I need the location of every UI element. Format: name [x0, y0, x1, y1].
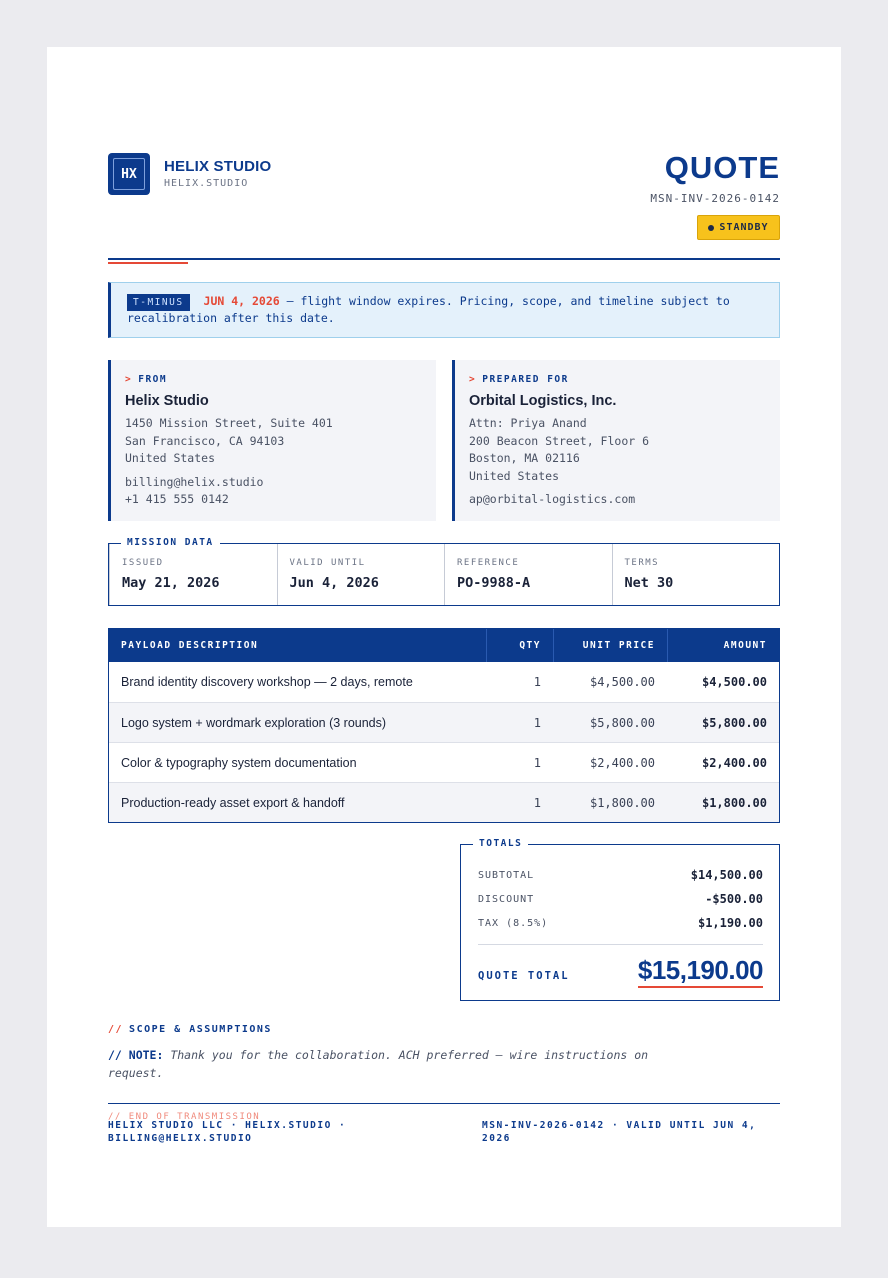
mission-data-label: MISSION DATA	[121, 537, 220, 549]
subtotal-value: $14,500.00	[690, 868, 763, 882]
item-qty: 1	[533, 715, 541, 730]
discount-value: -$500.00	[705, 892, 763, 906]
header-rule	[108, 258, 780, 260]
tax-value: $1,190.00	[697, 916, 763, 930]
end-of-transmission: // END OF TRANSMISSION	[108, 1112, 261, 1122]
scope-heading-text: SCOPE & ASSUMPTIONS	[129, 1024, 272, 1035]
document-title: QUOTE	[664, 150, 780, 185]
from-label: > FROM	[125, 374, 168, 385]
from-email[interactable]: billing@helix.studio	[125, 474, 264, 489]
address-line: United States	[469, 468, 560, 483]
note-body: Thank you for the collaboration. ACH preferred — wire instructions on request.	[108, 1048, 649, 1080]
field-value: May 21, 2026	[122, 575, 220, 591]
note-label: // NOTE:	[108, 1048, 164, 1062]
caret-icon: >	[125, 374, 133, 385]
field-label: VALID UNTIL	[289, 558, 366, 568]
field-label: ISSUED	[122, 558, 164, 568]
discount-row	[478, 887, 763, 911]
footer-left: HELIX STUDIO LLC · HELIX.STUDIO · BILLING@HELIX.STUDIO	[108, 1120, 347, 1144]
table-row	[109, 782, 779, 822]
item-unit-price: $2,400.00	[589, 755, 655, 770]
header-unit-price: UNIT PRICE	[553, 629, 667, 662]
table-row	[109, 742, 779, 782]
mission-field-reference	[444, 544, 612, 605]
totals-divider	[478, 944, 763, 945]
slashes-prefix: //	[108, 1024, 124, 1035]
status-label: STANDBY	[719, 222, 769, 233]
banner-date: JUN 4, 2026	[203, 294, 280, 308]
scope-heading	[108, 1024, 272, 1035]
client-email[interactable]: ap@orbital-logistics.com	[469, 492, 636, 506]
from-card	[108, 360, 436, 521]
address-line: San Francisco, CA 94103	[125, 433, 285, 448]
quote-total-label: QUOTE TOTAL	[478, 969, 570, 982]
item-amount: $1,800.00	[701, 795, 767, 810]
table-body	[109, 662, 779, 822]
field-value: Jun 4, 2026	[289, 575, 379, 591]
address-line: 200 Beacon Street, Floor 6	[469, 433, 650, 448]
item-amount: $2,400.00	[701, 755, 767, 770]
mission-data	[108, 537, 780, 606]
field-label: REFERENCE	[457, 558, 520, 568]
table-row	[109, 702, 779, 742]
expiry-banner	[108, 282, 780, 338]
footer-right: MSN-INV-2026-0142 · VALID UNTIL JUN 4, 2026	[482, 1120, 757, 1144]
header-description: PAYLOAD DESCRIPTION	[121, 640, 259, 651]
address-line: United States	[125, 451, 216, 465]
status-badge	[697, 215, 780, 240]
client-address	[469, 415, 766, 485]
document-number: MSN-INV-2026-0142	[650, 192, 780, 205]
banner-tag: T-MINUS	[127, 294, 190, 311]
address-line: Attn: Priya Anand	[469, 416, 587, 430]
field-value: PO-9988-A	[457, 575, 531, 591]
caret-icon: >	[469, 374, 477, 385]
item-unit-price: $4,500.00	[589, 675, 655, 689]
table-header	[109, 629, 779, 662]
address-line: 1450 Mission Street, Suite 401	[125, 416, 333, 430]
quote-total-value: $15,190.00	[638, 955, 763, 988]
brand-logo	[108, 153, 150, 195]
item-qty: 1	[533, 755, 541, 770]
discount-label: DISCOUNT	[478, 893, 535, 905]
from-contact	[125, 474, 422, 509]
prepared-for-card	[452, 360, 780, 521]
header-accent-rule	[108, 262, 188, 264]
item-amount: $4,500.00	[701, 675, 767, 689]
brand-name: HELIX STUDIO	[164, 158, 272, 175]
item-description: Production-ready asset export & handoff	[121, 795, 345, 810]
client-name: Orbital Logistics, Inc.	[469, 393, 617, 409]
from-address	[125, 415, 422, 468]
line-items-table	[108, 628, 780, 823]
item-description: Brand identity discovery workshop — 2 days, remote	[121, 675, 413, 689]
from-name: Helix Studio	[125, 393, 209, 409]
item-amount: $5,800.00	[701, 715, 767, 730]
tax-row	[478, 911, 763, 935]
mission-field-valid-until	[277, 544, 445, 605]
client-contact	[469, 491, 766, 509]
brand-site: HELIX.STUDIO	[164, 178, 249, 189]
item-unit-price: $1,800.00	[589, 795, 655, 810]
tax-label: TAX (8.5%)	[478, 917, 549, 929]
mission-field-terms	[612, 544, 780, 605]
footer-rule	[108, 1103, 780, 1104]
item-qty: 1	[533, 675, 541, 689]
status-dot-icon	[708, 225, 714, 231]
header-amount: AMOUNT	[667, 629, 779, 662]
address-line: Boston, MA 02116	[469, 451, 580, 465]
item-description: Color & typography system documentation	[121, 755, 357, 770]
subtotal-row	[478, 863, 763, 887]
item-unit-price: $5,800.00	[589, 715, 655, 730]
subtotal-label: SUBTOTAL	[478, 869, 535, 881]
logo-monogram: HX	[113, 158, 145, 190]
banner-message: — flight window expires. Pricing, scope, and timeline subject to recalibration after this date.	[127, 294, 730, 325]
table-row	[109, 662, 779, 702]
note-text	[108, 1046, 668, 1082]
totals-label: TOTALS	[473, 838, 528, 850]
totals-box	[460, 838, 780, 1001]
from-phone[interactable]: +1 415 555 0142	[125, 492, 229, 506]
grand-total-row	[478, 955, 763, 988]
header-qty: QTY	[486, 629, 553, 662]
quote-document	[47, 47, 841, 1227]
prepared-for-label: > PREPARED FOR	[469, 374, 569, 385]
item-description: Logo system + wordmark exploration (3 rounds)	[121, 715, 387, 730]
field-value: Net 30	[624, 575, 674, 591]
mission-field-issued	[109, 544, 277, 605]
field-label: TERMS	[624, 558, 660, 568]
item-qty: 1	[533, 795, 541, 810]
